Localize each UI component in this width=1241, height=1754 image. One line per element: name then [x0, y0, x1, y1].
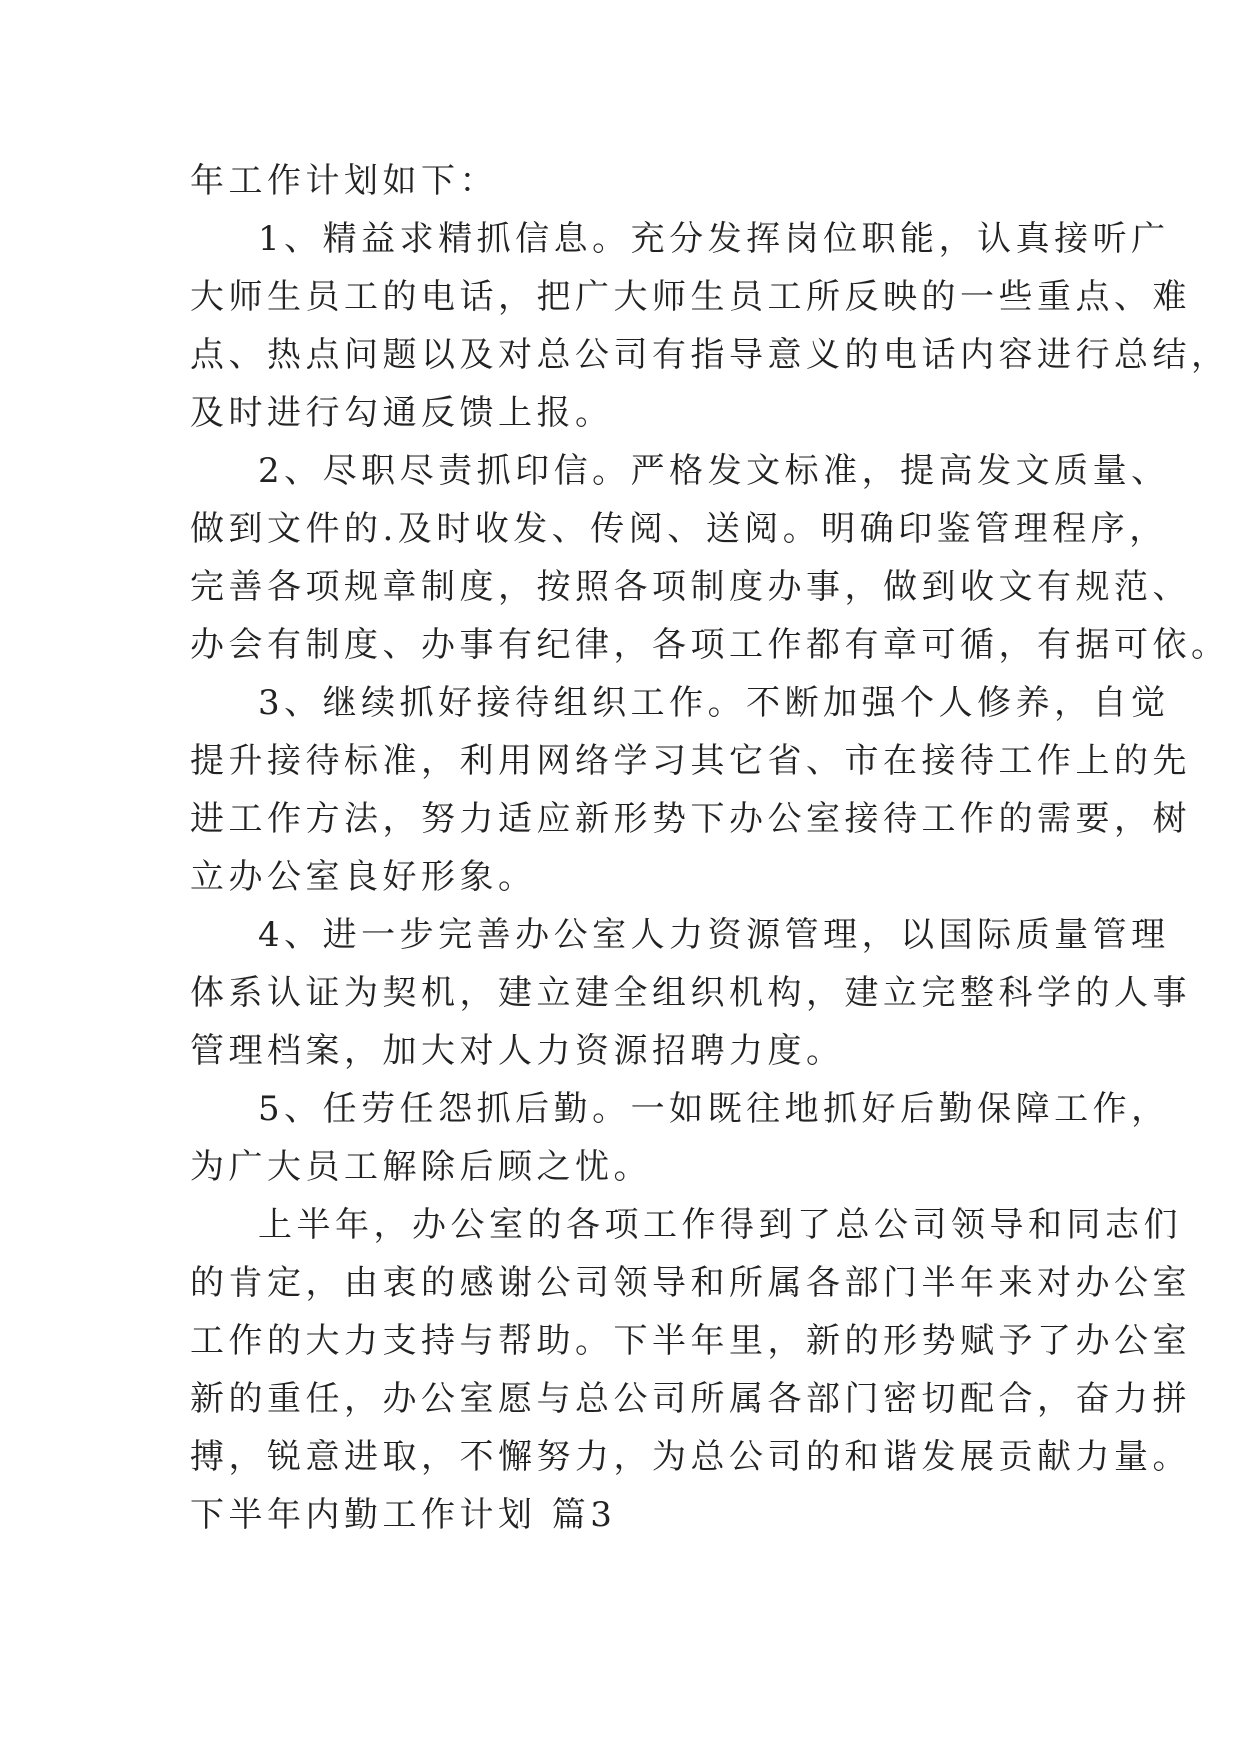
paragraph-item-1-start: 1、精益求精抓信息。充分发挥岗位职能，认真接听广 [258, 219, 1170, 259]
paragraph-item-4-start: 4、进一步完善办公室人力资源管理，以国际质量管理 [258, 915, 1170, 955]
body-line: 搏，锐意进取，不懈努力，为总公司的和谐发展贡献力量。 [190, 1437, 1191, 1477]
body-line: 年工作计划如下： [190, 161, 498, 201]
body-line: 体系认证为契机，建立建全组织机构，建立完整科学的人事 [190, 973, 1191, 1013]
body-line: 提升接待标准，利用网络学习其它省、市在接待工作上的先 [190, 741, 1191, 781]
body-line: 大师生员工的电话，把广大师生员工所反映的一些重点、难 [190, 277, 1191, 317]
body-line: 办会有制度、办事有纪律，各项工作都有章可循，有据可依。 [190, 625, 1230, 665]
body-line: 完善各项规章制度，按照各项制度办事，做到收文有规范、 [190, 567, 1191, 607]
section-heading: 下半年内勤工作计划 篇3 [190, 1495, 617, 1535]
body-line: 新的重任，办公室愿与总公司所属各部门密切配合，奋力拼 [190, 1379, 1191, 1419]
body-line: 进工作方法，努力适应新形势下办公室接待工作的需要，树 [190, 799, 1191, 839]
body-line: 的肯定，由衷的感谢公司领导和所属各部门半年来对办公室 [190, 1263, 1191, 1303]
paragraph-summary-start: 上半年，办公室的各项工作得到了总公司领导和同志们 [258, 1205, 1182, 1245]
body-line: 做到文件的.及时收发、传阅、送阅。明确印鉴管理程序， [190, 509, 1168, 549]
body-line: 管理档案，加大对人力资源招聘力度。 [190, 1031, 845, 1071]
body-line: 为广大员工解除后顾之忧。 [190, 1147, 652, 1187]
paragraph-item-3-start: 3、继续抓好接待组织工作。不断加强个人修养，自觉 [258, 683, 1170, 723]
body-line: 点、热点问题以及对总公司有指导意义的电话内容进行总结， [190, 335, 1230, 375]
body-line: 及时进行勾通反馈上报。 [190, 393, 614, 433]
body-line: 工作的大力支持与帮助。下半年里，新的形势赋予了办公室 [190, 1321, 1191, 1361]
paragraph-item-5-start: 5、任劳任怨抓后勤。一如既往地抓好后勤保障工作， [258, 1089, 1170, 1129]
paragraph-item-2-start: 2、尽职尽责抓印信。严格发文标准，提高发文质量、 [258, 451, 1170, 491]
body-line: 立办公室良好形象。 [190, 857, 537, 897]
document-body [190, 152, 1230, 1544]
